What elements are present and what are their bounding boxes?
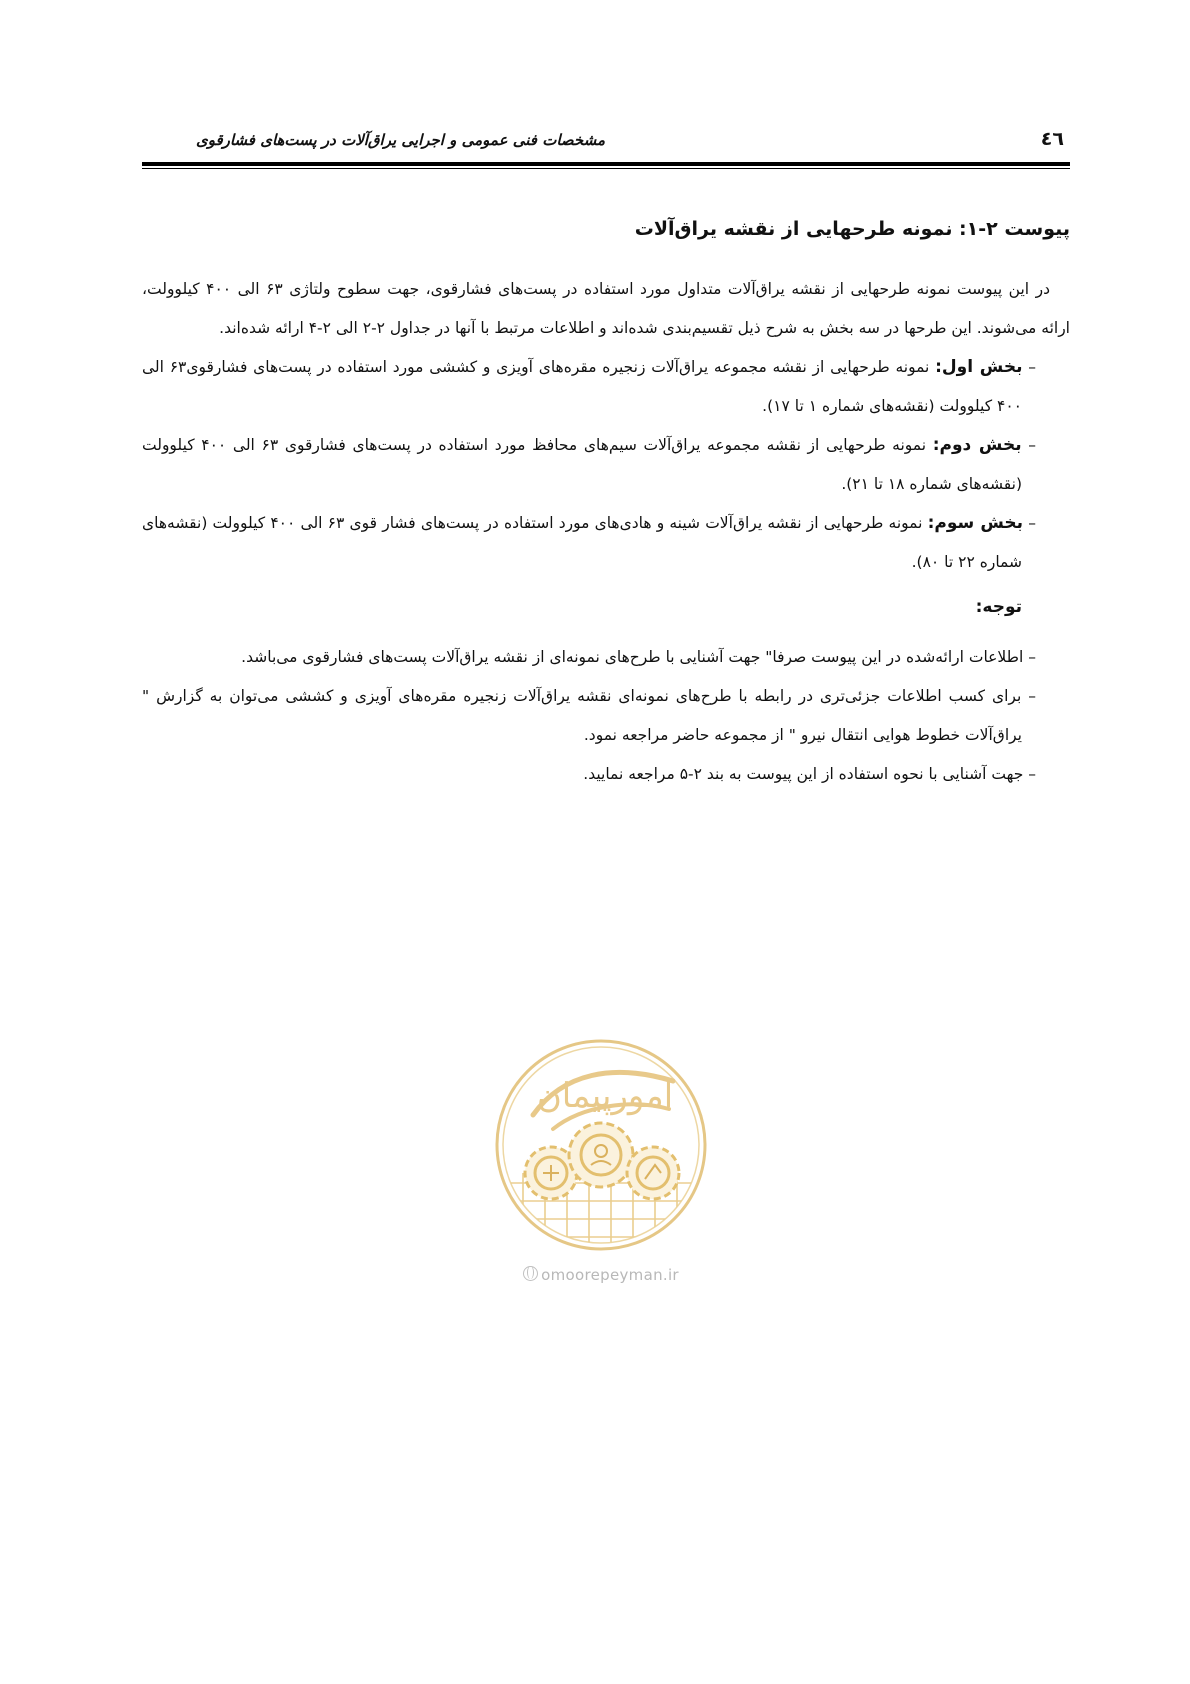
watermark-logo-text: امورپیمان: [536, 1076, 674, 1116]
note-text: جهت آشنایی با نحوه استفاده از این پیوست به بند ۲-۵ مراجعه نمایید.: [583, 765, 1024, 783]
parts-list: [142, 348, 1070, 582]
note-item-1: – اطلاعات ارائه‌شده در این پیوست صرفا" جهت آشنایی با طرح‌های نمونه‌ای از نقشه یراق‌آلات پست‌های فشارقوی می‌باشد.: [241, 648, 1036, 666]
note-text: اطلاعات ارائه‌شده در این پیوست صرفا" جهت آشنایی با طرح‌های نمونه‌ای از نقشه یراق‌آلات پست‌های فشارقوی می‌باشد.: [241, 648, 1024, 666]
header-rule-thin: [142, 168, 1070, 169]
note-heading: توجه:: [975, 597, 1022, 617]
part-text: نمونه طرحهایی از نقشه مجموعه یراق‌آلات سیم‌های محافظ مورد استفاده در پست‌های فشارقوی ۶۳ الی ۴۰۰ کیلوولت (نقشه‌های شماره ۱۸ تا ۲۱).: [142, 436, 1022, 493]
page-number: ٤٦: [1040, 128, 1064, 150]
part-text: نمونه طرحهایی از نقشه یراق‌آلات شینه و هادی‌های مورد استفاده در پست‌های فشار قوی ۶۳ الی ۴۰۰ کیلوولت (نقشه‌های شماره ۲۲ تا ۸۰).: [142, 514, 1022, 571]
notes-list: [142, 638, 1070, 794]
globe-icon: [523, 1266, 538, 1281]
running-title: مشخصات فنی عمومی و اجرایی یراق‌آلات در پست‌های فشارقوی: [195, 131, 605, 149]
part-lead: بخش سوم:: [927, 513, 1024, 533]
part-item-1: – بخش اول: نمونه طرحهایی از نقشه مجموعه یراق‌آلات زنجیره مقره‌های آویزی و کششی مورد استفاده در پست‌های فشارقوی۶۳ الی ۴۰۰ کیلوولت (نقشه‌های شماره ۱ تا ۱۷).: [142, 357, 1036, 415]
page-header: [142, 128, 1070, 158]
watermark-website: [470, 1266, 732, 1284]
website-text: omoorepeyman.ir: [541, 1266, 679, 1284]
note-item-3: – جهت آشنایی با نحوه استفاده از این پیوست به بند ۲-۵ مراجعه نمایید.: [583, 765, 1036, 783]
part-item-2: – بخش دوم: نمونه طرحهایی از نقشه مجموعه یراق‌آلات سیم‌های محافظ مورد استفاده در پست‌های فشارقوی ۶۳ الی ۴۰۰ کیلوولت (نقشه‌های شماره ۱۸ تا ۲۱).: [142, 435, 1036, 493]
part-item-3: – بخش سوم: نمونه طرحهایی از نقشه یراق‌آلات شینه و هادی‌های مورد استفاده در پست‌های فشار قوی ۶۳ الی ۴۰۰ کیلوولت (نقشه‌های شماره ۲۲ تا ۸۰).: [142, 513, 1036, 571]
intro-paragraph: در این پیوست نمونه طرحهایی از نقشه یراق‌آلات متداول مورد استفاده در پست‌های فشارقوی، جهت سطوح ولتاژی ۶۳ الی ۴۰۰ کیلوولت، ارائه می‌شوند. این طرحها در سه بخش به شرح ذیل تقسیم‌بندی شده‌اند و اطلاعات مرتبط با آنها در جداول ۲-۲ الی ۲-۴ ارائه شده‌اند.: [142, 280, 1070, 337]
note-text: برای کسب اطلاعات جزئی‌تری در رابطه با طرح‌های نمونه‌ای نقشه یراق‌آلات زنجیره مقره‌های آویزی و کششی می‌توان به گزارش " یراق‌آلات خطوط هوایی انتقال نیرو " از مجموعه حاضر مراجعه نمود.: [142, 687, 1022, 744]
part-lead: بخش اول:: [935, 357, 1023, 377]
page-body: [142, 212, 1070, 794]
note-item-2: – برای کسب اطلاعات جزئی‌تری در رابطه با طرح‌های نمونه‌ای نقشه یراق‌آلات زنجیره مقره‌های آویزی و کششی می‌توان به گزارش " یراق‌آلات خطوط هوایی انتقال نیرو " از مجموعه حاضر مراجعه نمود.: [142, 687, 1036, 744]
part-lead: بخش دوم:: [932, 435, 1022, 455]
section-heading: پیوست ۲-۱: نمونه طرحهایی از نقشه یراق‌آلات: [634, 218, 1070, 240]
header-rule-thick: [142, 162, 1070, 166]
watermark-seal-logo: [493, 1033, 709, 1257]
part-text: نمونه طرحهایی از نقشه مجموعه یراق‌آلات زنجیره مقره‌های آویزی و کششی مورد استفاده در پست‌های فشارقوی۶۳ الی ۴۰۰ کیلوولت (نقشه‌های شماره ۱ تا ۱۷).: [142, 358, 1022, 415]
